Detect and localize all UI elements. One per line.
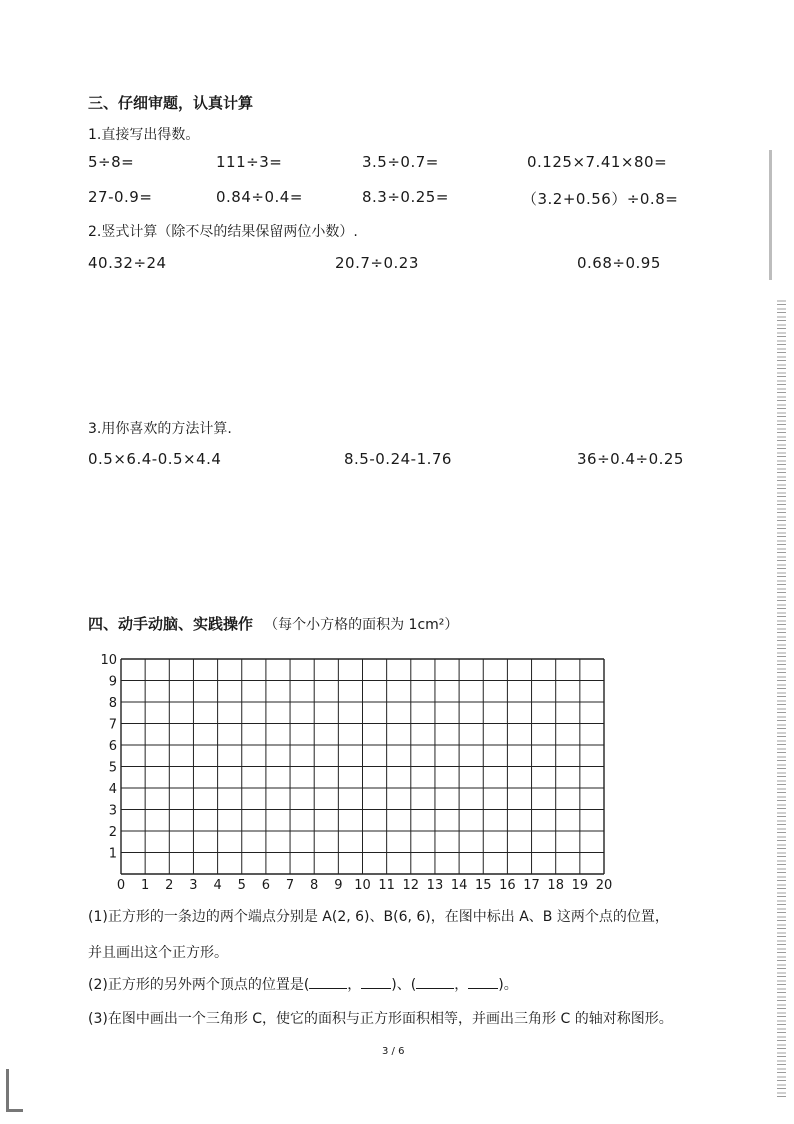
y-tick-label: 1 (108, 846, 117, 862)
x-tick-label: 13 (426, 878, 444, 893)
x-tick-label: 4 (213, 878, 222, 893)
x-tick-label: 6 (261, 878, 271, 893)
y-tick-label: 8 (108, 696, 117, 711)
x-tick-label: 20 (595, 878, 613, 893)
x-tick-label: 9 (334, 878, 343, 893)
x-tick-label: 17 (523, 878, 540, 893)
task2-mid: )、( (391, 977, 417, 993)
x-tick-label: 19 (571, 878, 589, 893)
task1-line2: 并且画出这个正方形。 (88, 945, 228, 961)
q3-expr: 0.5×6.4-0.5×4.4 (88, 450, 222, 468)
q1-expr: 111÷3= (216, 153, 283, 171)
y-tick-label: 6 (108, 739, 117, 754)
y-tick-label: 4 (108, 782, 117, 797)
y-tick-label: 9 (108, 674, 117, 690)
task2-sep: ， (454, 977, 469, 993)
x-tick-label: 12 (402, 878, 420, 893)
q1-expr: 3.5÷0.7= (362, 153, 439, 171)
q2-label: 2.竖式计算（除不尽的结果保留两位小数）. (88, 224, 358, 240)
y-tick-label: 10 (100, 653, 117, 668)
q1-expr: 8.3÷0.25= (362, 188, 449, 206)
y-tick-label: 2 (108, 825, 117, 840)
section4-note: （每个小方格的面积为 1cm²） (264, 617, 459, 633)
task3: (3)在图中画出一个三角形 C，使它的面积与正方形面积相等，并画出三角形 C 的轴对称图形。 (88, 1011, 673, 1027)
x-tick-label: 0 (116, 878, 126, 893)
x-tick-label: 10 (354, 878, 371, 893)
q3-expr: 36÷0.4÷0.25 (577, 450, 684, 468)
q2-expr: 40.32÷24 (88, 254, 167, 272)
x-tick-label: 16 (499, 878, 516, 893)
task1-line1: (1)正方形的一条边的两个端点分别是 A(2, 6)、B(6, 6)，在图中标出 A、B 这两个点的位置， (88, 909, 669, 925)
q1-expr: 0.125×7.41×80= (527, 153, 668, 171)
x-tick-label: 1 (141, 878, 150, 893)
y-tick-label: 3 (108, 803, 117, 819)
answer-blank[interactable] (468, 974, 498, 989)
q3-label: 3.用你喜欢的方法计算. (88, 421, 232, 437)
x-tick-label: 18 (547, 878, 564, 893)
answer-blank[interactable] (309, 974, 347, 989)
x-tick-label: 15 (474, 878, 492, 893)
q1-expr: 27-0.9= (88, 188, 153, 206)
task2-prefix: (2)正方形的另外两个顶点的位置是( (88, 977, 310, 993)
y-tick-label: 7 (108, 717, 117, 733)
q3-expr: 8.5-0.24-1.76 (344, 450, 452, 468)
x-tick-label: 2 (165, 878, 174, 893)
section4-title: 四、动手动脑、实践操作 (88, 615, 254, 633)
task2-sep: ， (347, 977, 362, 993)
y-tick-label: 5 (108, 760, 117, 776)
task2-suffix: )。 (498, 977, 518, 993)
task2 (88, 974, 518, 994)
q1-expr: 5÷8= (88, 153, 135, 171)
answer-blank[interactable] (416, 974, 454, 989)
x-tick-label: 8 (310, 878, 319, 893)
section3-title: 三、仔细审题，认真计算 (88, 94, 254, 112)
x-tick-label: 7 (285, 878, 295, 893)
x-tick-label: 3 (189, 878, 198, 893)
q1-expr: 0.84÷0.4= (216, 188, 303, 206)
answer-blank[interactable] (361, 974, 391, 989)
q2-expr: 0.68÷0.95 (577, 254, 661, 272)
q1-label: 1.直接写出得数。 (88, 127, 200, 143)
x-tick-label: 5 (237, 878, 246, 893)
x-tick-label: 14 (450, 878, 468, 893)
q1-expr: （3.2+0.56）÷0.8= (522, 190, 679, 208)
q2-expr: 20.7÷0.23 (335, 254, 419, 272)
x-tick-label: 11 (378, 878, 395, 893)
page-number: 3 / 6 (382, 1046, 405, 1057)
